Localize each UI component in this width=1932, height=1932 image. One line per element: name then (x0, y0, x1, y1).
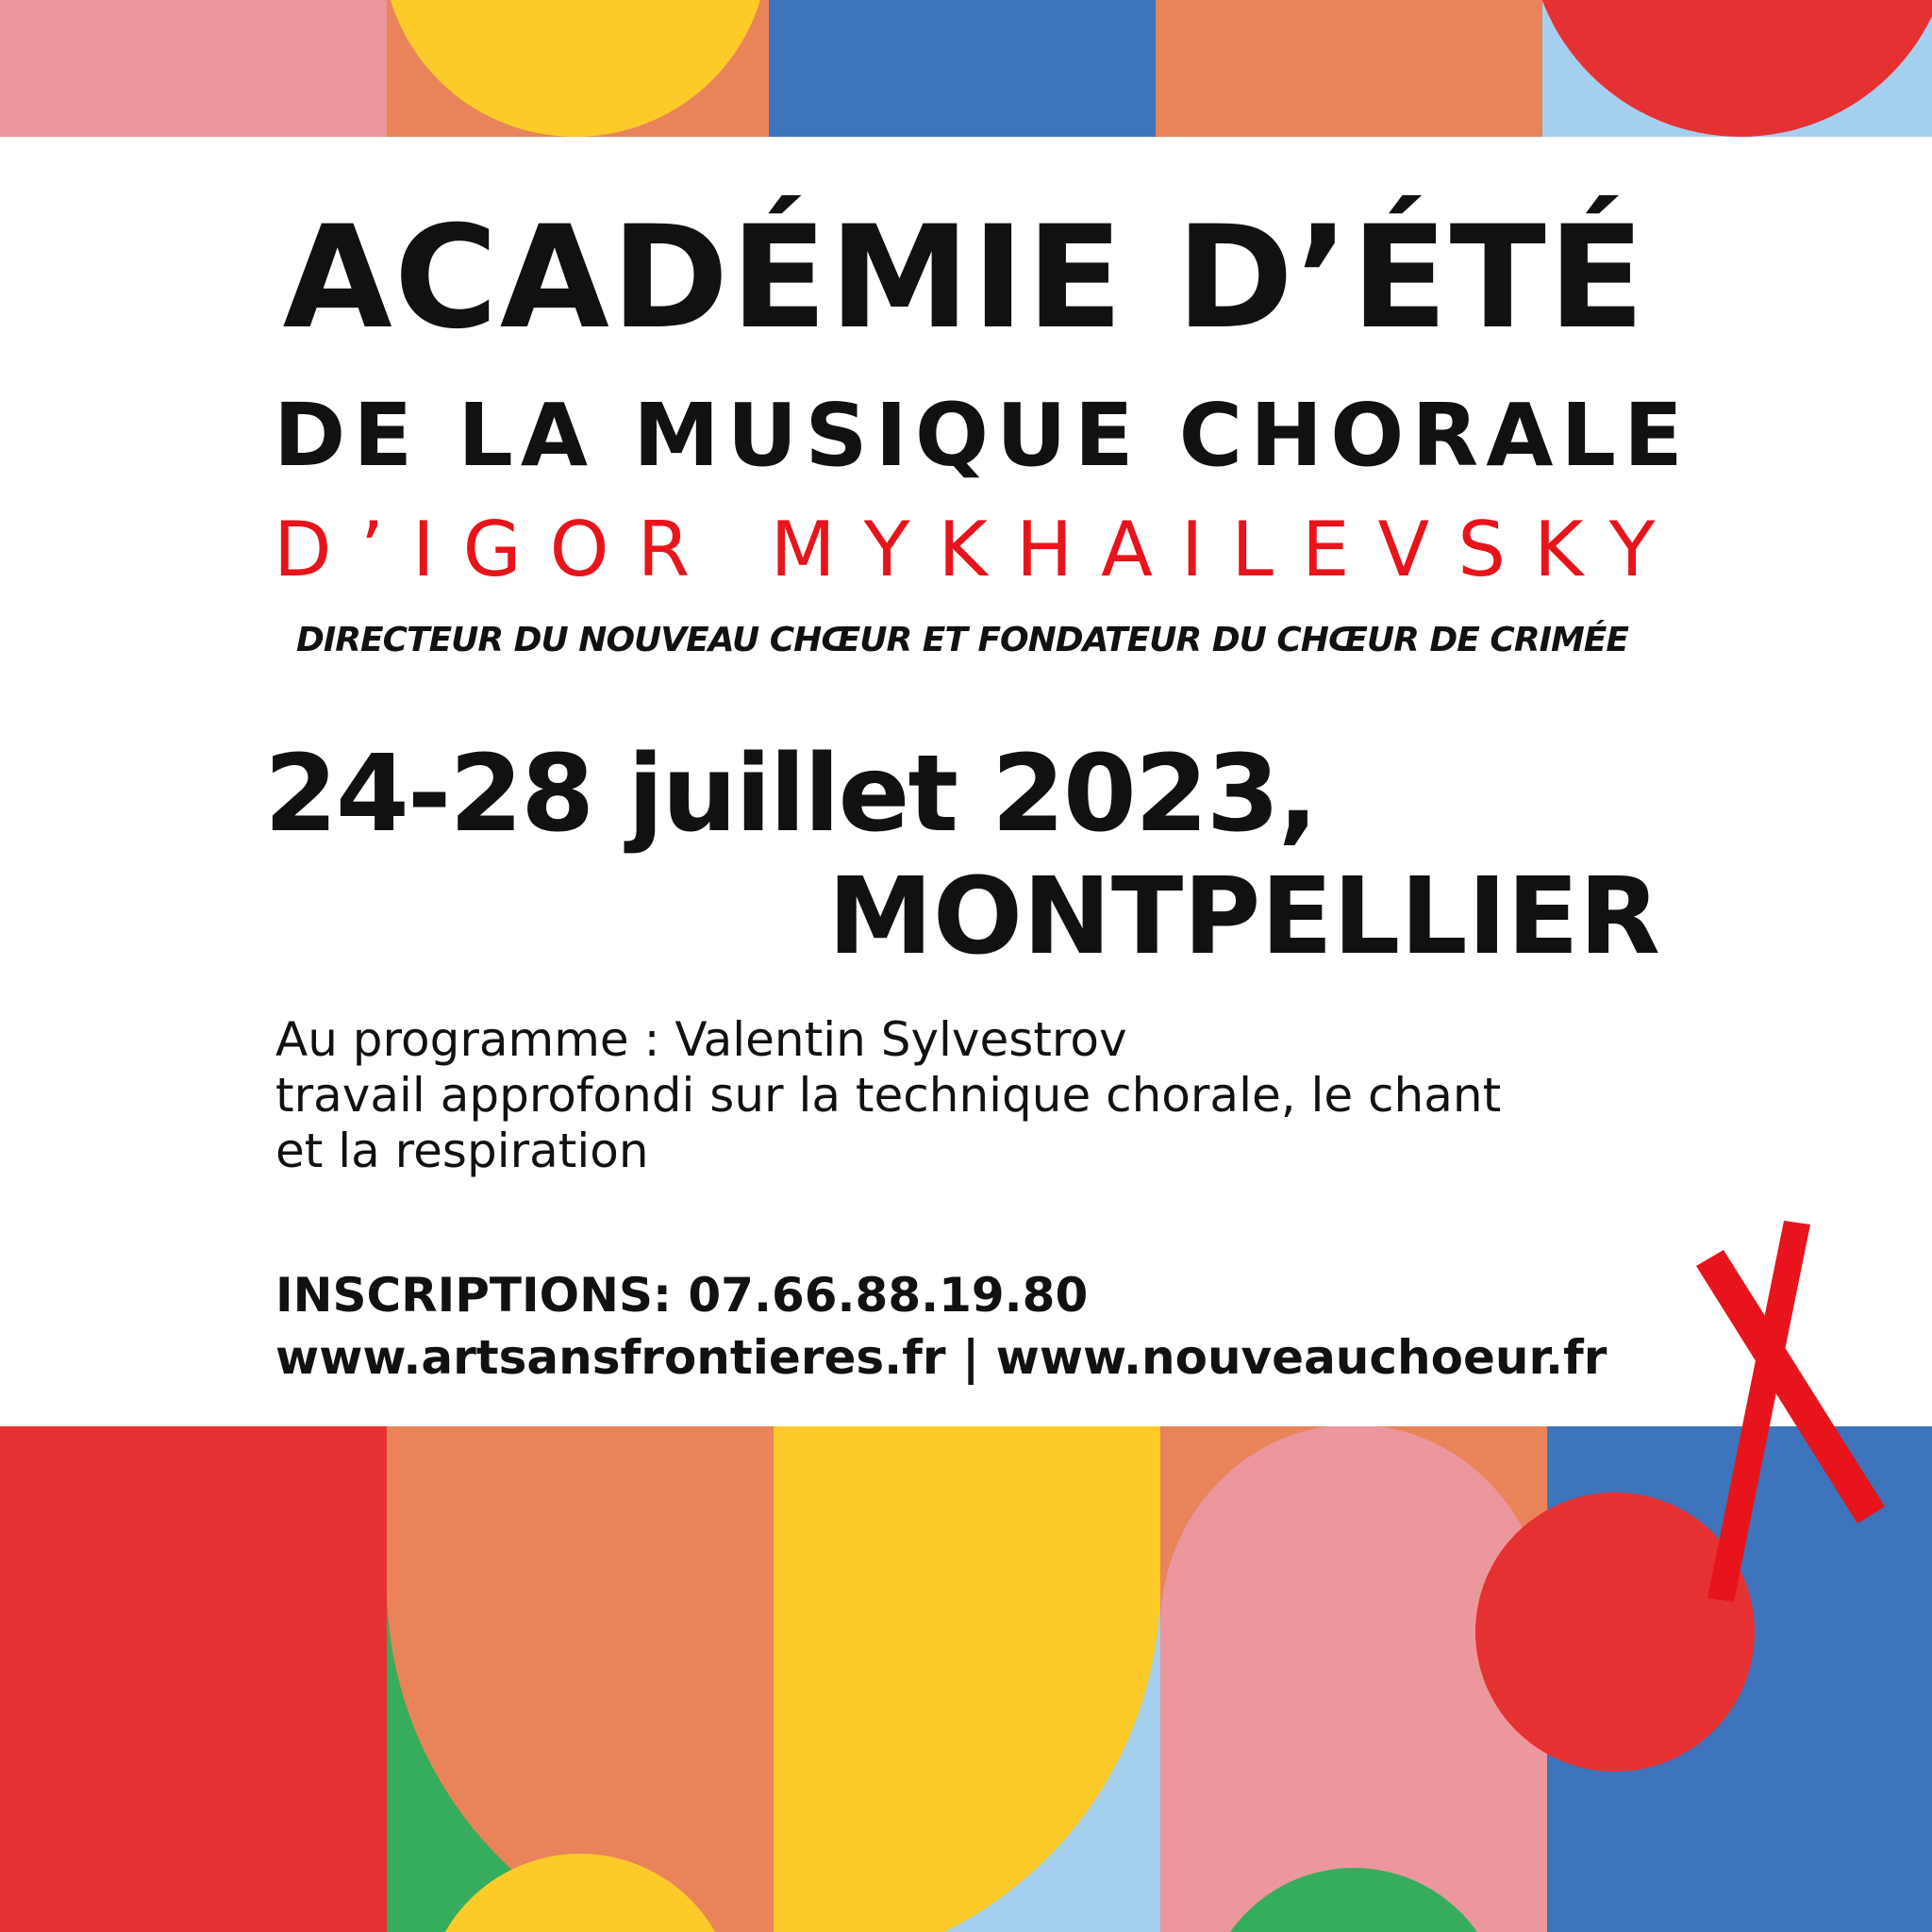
event-date: 24-28 juillet 2023, (264, 733, 1317, 856)
subtitle: DIRECTEUR DU NOUVEAU CHŒUR ET FONDATEUR DU CHŒUR DE CRIMÉE (296, 621, 1628, 659)
program-description (275, 1012, 1672, 1179)
title-line-1: ACADÉMIE D’ÉTÉ (282, 196, 1647, 360)
website-links: www.artsansfrontieres.fr | www.nouveauchoeur.fr (275, 1330, 1607, 1385)
title-line-2: DE LA MUSIQUE CHORALE (274, 385, 1690, 486)
event-city: MONTPELLIER (827, 856, 1660, 978)
contact-block (275, 1264, 1672, 1389)
bottom-color-band (0, 1424, 1932, 1932)
program-line-1: Au programme : Valentin Sylvestrov (275, 1012, 1127, 1067)
program-line-2: travail approfondi sur la technique chorale, le chant (275, 1068, 1502, 1123)
registration-phone: INSCRIPTIONS: 07.66.88.19.80 (275, 1268, 1089, 1323)
title-line-3: D’IGOR MYKHAILEVSKY (274, 506, 1684, 593)
program-line-3: et la respiration (275, 1124, 649, 1178)
top-color-band (0, 0, 1932, 137)
